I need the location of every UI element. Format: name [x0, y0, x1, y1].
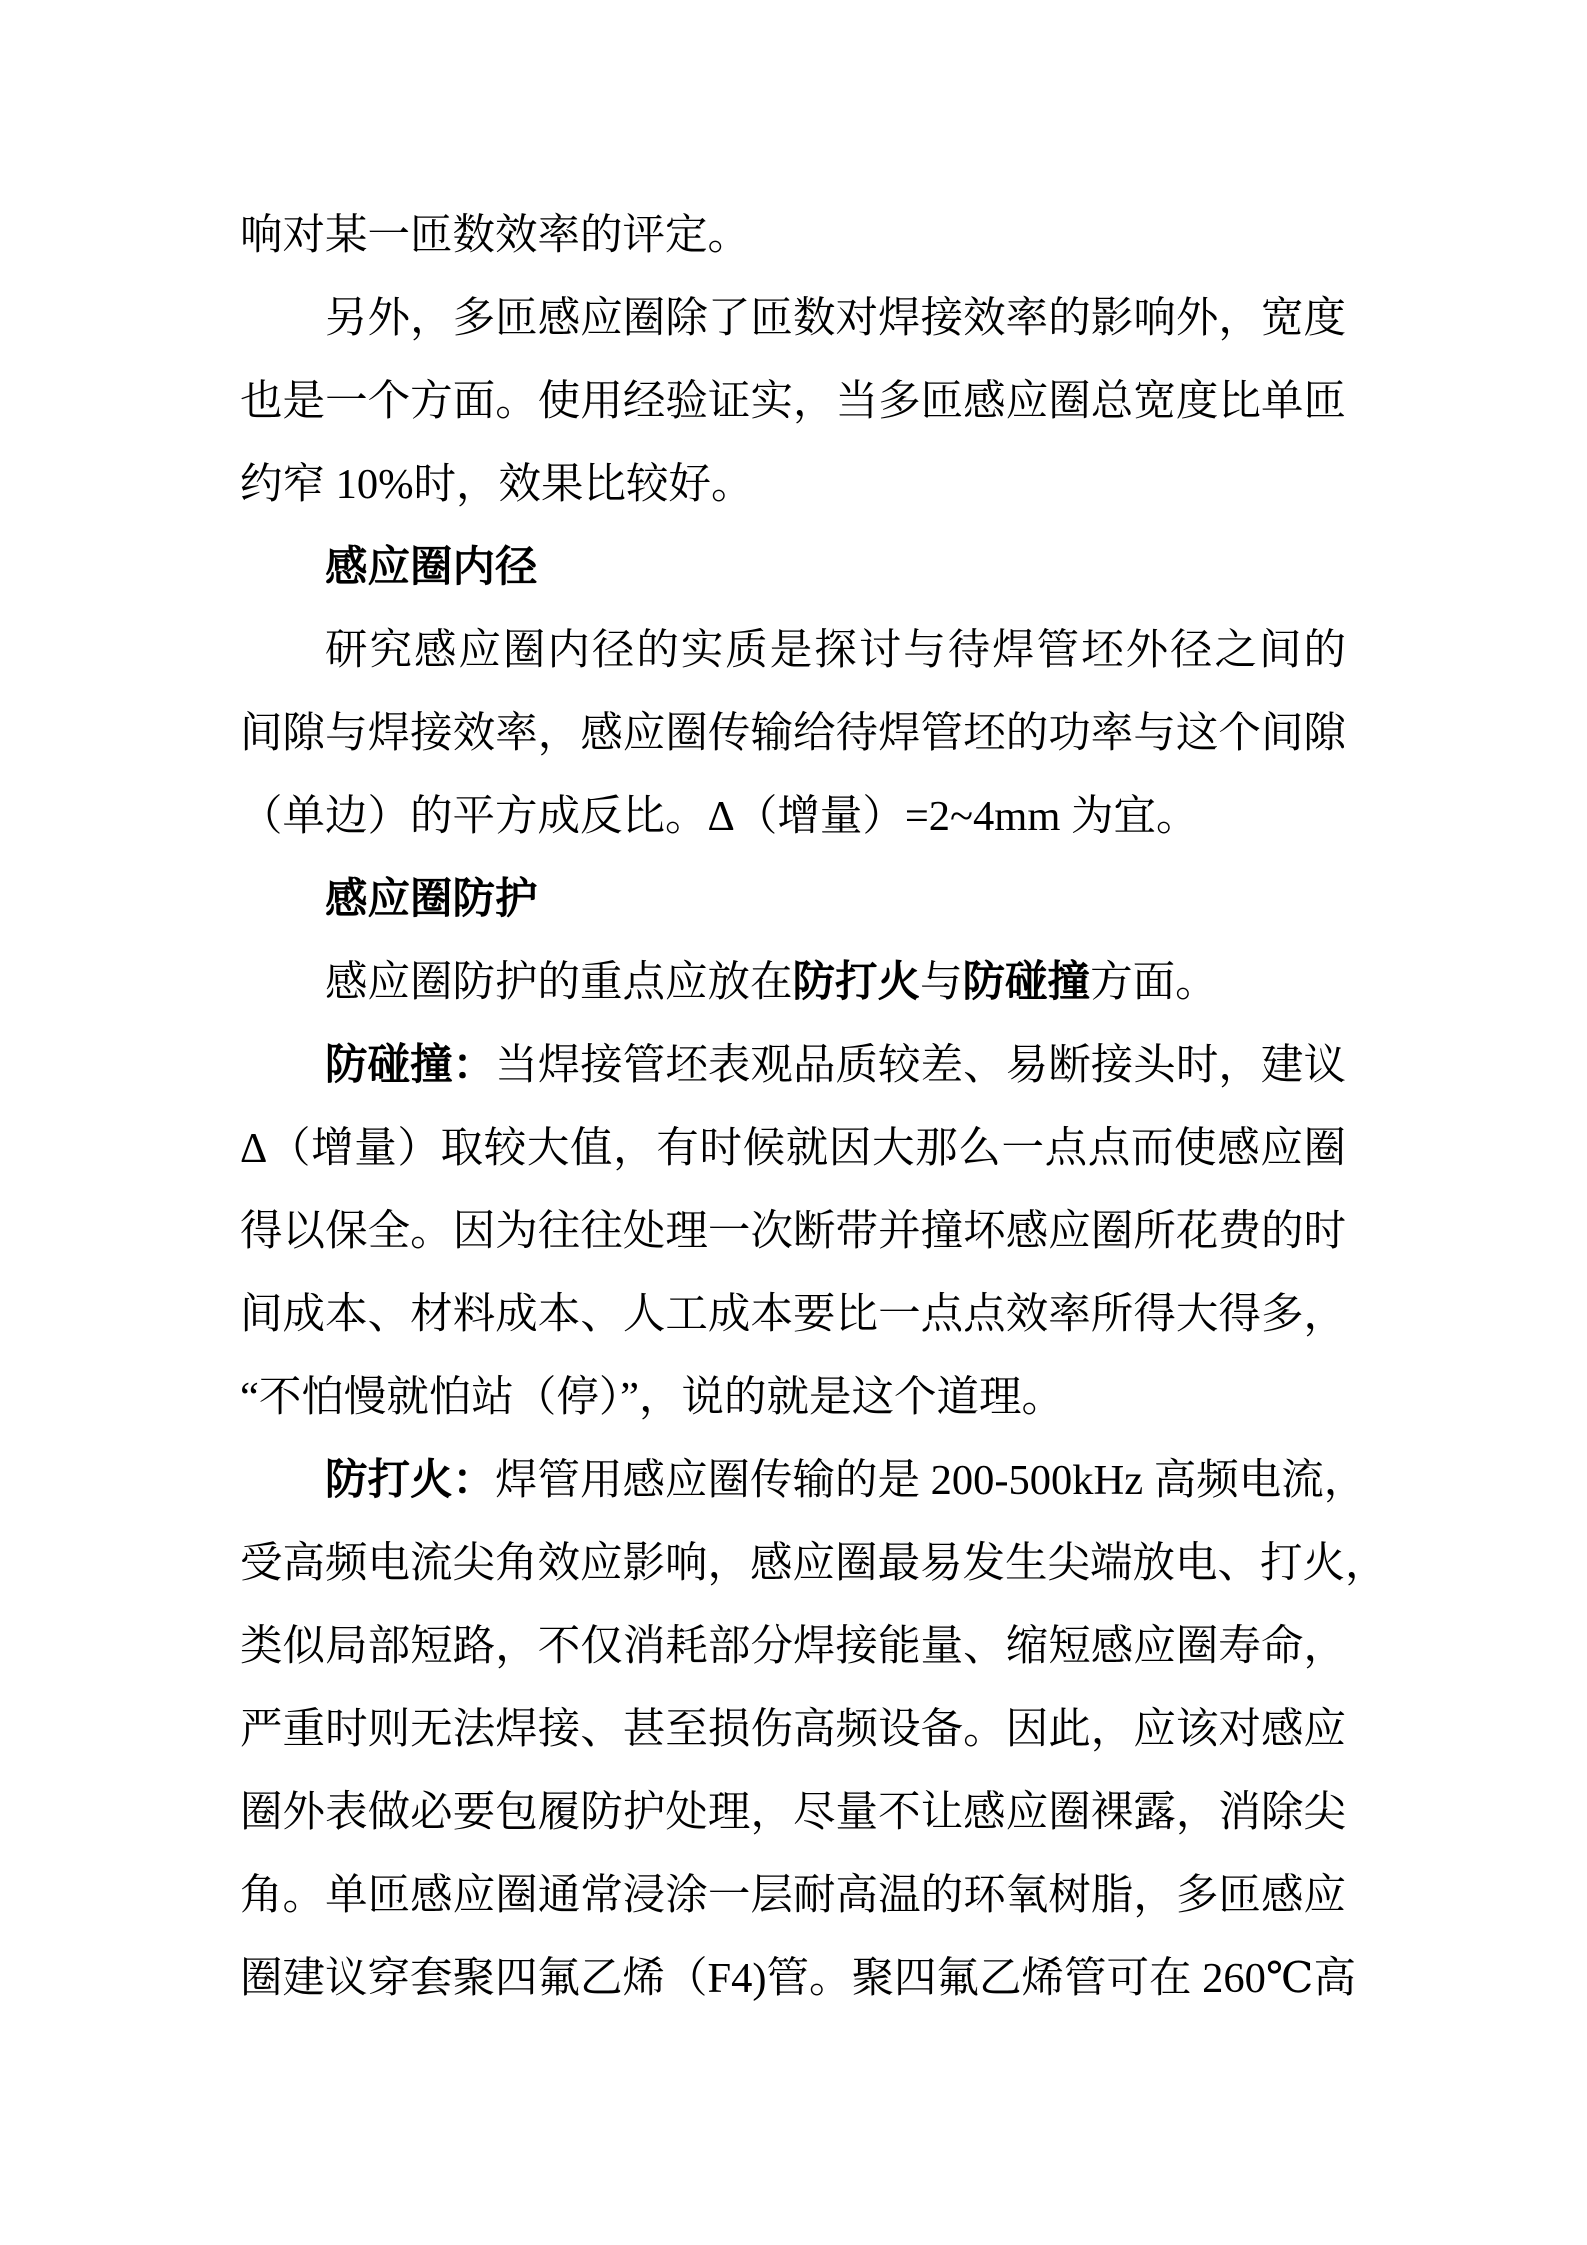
body-text-line	[240, 1107, 1346, 1190]
text-run: 间隙与焊接效率，感应圈传输给待焊管坯的功率与这个间隙	[240, 710, 1346, 757]
text-run: 约窄 10%时，效果比较好。	[240, 461, 754, 508]
body-text-line	[240, 692, 1346, 775]
body-text-line	[240, 1771, 1346, 1854]
body-text-line	[240, 194, 1346, 277]
text-run: 圈建议穿套聚四氟乙烯（F4)管。聚四氟乙烯管可在 260℃高	[240, 1955, 1356, 2002]
body-text-line	[240, 1273, 1346, 1356]
body-text-line	[240, 360, 1346, 443]
text-run: 类似局部短路，不仅消耗部分焊接能量、缩短感应圈寿命，	[240, 1623, 1346, 1670]
text-run: 间成本、材料成本、人工成本要比一点点效率所得大得多，	[240, 1291, 1346, 1338]
body-text-line	[240, 775, 1346, 858]
body-text-line	[240, 277, 1346, 360]
heading-line	[240, 526, 1346, 609]
text-run: “不怕慢就怕站（停）”，说的就是这个道理。	[240, 1374, 1064, 1421]
text-run: 研究感应圈内径的实质是探讨与待焊管坯外径之间的	[325, 627, 1346, 674]
body-text-line	[240, 941, 1346, 1024]
text-run: 另外，多匝感应圈除了匝数对焊接效率的影响外，宽度	[325, 295, 1346, 342]
body-text-line	[240, 1024, 1346, 1107]
emphasis-text-run: 防碰撞：	[325, 1042, 496, 1089]
emphasis-text-run: 感应圈内径	[325, 544, 538, 591]
text-run: 响对某一匝数效率的评定。	[240, 212, 751, 259]
body-text-line	[240, 1937, 1356, 2020]
heading-line	[240, 858, 1346, 941]
text-run: 得以保全。因为往往处理一次断带并撞坏感应圈所花费的时	[240, 1208, 1346, 1255]
emphasis-text-run: 防打火	[792, 959, 921, 1006]
body-text-line	[240, 1688, 1346, 1771]
text-run: 严重时则无法焊接、甚至损伤高频设备。因此，应该对感应	[240, 1706, 1346, 1753]
body-text-line	[240, 609, 1346, 692]
text-run: 也是一个方面。使用经验证实，当多匝感应圈总宽度比单匝	[240, 378, 1346, 425]
text-run: 受高频电流尖角效应影响，感应圈最易发生尖端放电、打火，	[240, 1540, 1388, 1587]
text-run: 方面。	[1090, 959, 1218, 1006]
text-run: 圈外表做必要包履防护处理，尽量不让感应圈裸露，消除尖	[240, 1789, 1346, 1836]
text-run: Δ（增量）取较大值，有时候就因大那么一点点而使感应圈	[240, 1125, 1346, 1172]
text-block	[240, 194, 1388, 2020]
text-run: 当焊接管坯表观品质较差、易断接头时，建议	[495, 1042, 1346, 1089]
emphasis-text-run: 感应圈防护	[325, 876, 538, 923]
emphasis-text-run: 防打火：	[325, 1457, 496, 1504]
body-text-line	[240, 1439, 1367, 1522]
text-run: （单边）的平方成反比。Δ（增量）=2~4mm 为宜。	[240, 793, 1199, 840]
body-text-line	[240, 1522, 1388, 1605]
body-text-line	[240, 443, 1346, 526]
body-text-line	[240, 1356, 1346, 1439]
body-text-line	[240, 1854, 1346, 1937]
text-run: 角。单匝感应圈通常浸涂一层耐高温的环氧树脂，多匝感应	[240, 1872, 1346, 1919]
body-text-line	[240, 1605, 1346, 1688]
text-run: 与	[920, 959, 963, 1006]
body-text-line	[240, 1190, 1346, 1273]
text-run: 感应圈防护的重点应放在	[325, 959, 793, 1006]
text-run: 焊管用感应圈传输的是 200-500kHz 高频电流，	[495, 1457, 1367, 1504]
emphasis-text-run: 防碰撞	[962, 959, 1091, 1006]
